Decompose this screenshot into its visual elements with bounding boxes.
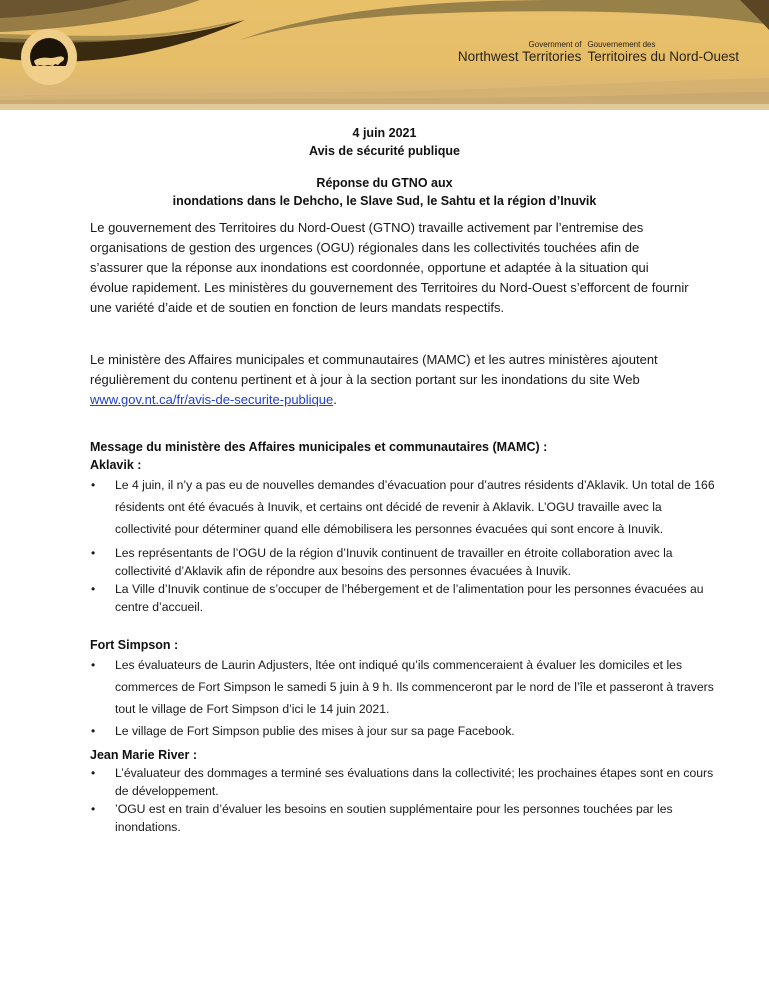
bullet-icon: • bbox=[91, 802, 96, 816]
intro-paragraph-1: Le gouvernement des Territoires du Nord-Ouest (GTNO) travaille activement par l’entremise des organisations de gestion des urgences (OGU) régionales dans les collectivités touchées afin de s’assurer que la réponse aux inondations est coordonnée, opportune et adaptée à la situation qui évolue rapidement. Les ministères du gouvernement des Territoires du Nord-Ouest s’efforcent de fournir une variété d’aide et de soutien en fonction de leurs mandats respectifs. bbox=[90, 220, 689, 315]
government-wordmark bbox=[458, 40, 739, 65]
list-item bbox=[90, 544, 720, 580]
subtitle-line-1: Réponse du GTNO aux bbox=[316, 176, 453, 190]
list-item bbox=[90, 474, 720, 540]
header-banner bbox=[0, 0, 769, 110]
list-item bbox=[90, 580, 720, 616]
subtitle-line-2: inondations dans le Dehcho, le Slave Sud, le Sahtu et la région d’Inuvik bbox=[172, 194, 597, 208]
bullet-text: Le village de Fort Simpson publie des mises à jour sur sa page Facebook. bbox=[115, 724, 515, 738]
bullet-text: Le 4 juin, il n’y a pas eu de nouvelles demandes d’évacuation pour d’autres résidents d’Aklavik. Un total de 166 résidents ont été évacués à Inuvik, et certains ont décidé de revenir à Aklavik. L’OGU travaille avec la collectivité pour déterminer quand elle démobilisera les personnes évacuées qui sont encore à Inuvik. bbox=[115, 478, 715, 536]
list-item bbox=[90, 654, 720, 720]
bullet-icon: • bbox=[91, 582, 96, 596]
aklavik-bullet-list bbox=[90, 474, 720, 616]
intro-paragraph-2-end: . bbox=[333, 392, 337, 407]
gov-fr-name: Territoires du Nord-Ouest bbox=[587, 49, 739, 64]
list-item bbox=[90, 800, 720, 836]
intro-paragraph-2 bbox=[90, 350, 690, 410]
bullet-text: ’OGU est en train d’évaluer les besoins en soutien supplémentaire pour les personnes touchées par les inondations. bbox=[115, 802, 673, 834]
list-item bbox=[90, 764, 720, 800]
intro-paragraph-2-text: Le ministère des Affaires municipales et communautaires (MAMC) et les autres ministères ajoutent régulièrement du contenu pertinent et à jour à la section portant sur les inondations du site Web bbox=[90, 352, 658, 387]
list-item bbox=[90, 720, 720, 742]
public-safety-link[interactable]: www.gov.nt.ca/fr/avis-de-securite-publique bbox=[90, 392, 334, 407]
notice-type: Avis de sécurité publique bbox=[309, 144, 460, 158]
bullet-icon: • bbox=[91, 724, 96, 738]
bullet-text: Les évaluateurs de Laurin Adjusters, ltée ont indiqué qu’ils commenceraient à évaluer les domiciles et les commerces de Fort Simpson le samedi 5 juin à 9 h. Ils commenceront par le nord de l’île et passeront à travers tout le village de Fort Simpson d’ici le 14 juin 2021. bbox=[115, 658, 714, 716]
release-date: 4 juin 2021 bbox=[352, 126, 417, 140]
jean-marie-river-bullet-list bbox=[90, 764, 720, 836]
gov-en-small: Government of bbox=[528, 40, 582, 49]
section-heading-fort-simpson: Fort Simpson : bbox=[90, 638, 179, 652]
gov-fr-small: Gouvernement des bbox=[587, 40, 656, 49]
section-heading-jean-marie-river: Jean Marie River : bbox=[90, 748, 197, 762]
bullet-text: Les représentants de l’OGU de la région d’Inuvik continuent de travailler en étroite collaboration avec la collectivité d’Aklavik afin de répondre aux besoins des personnes évacuées à Inuvik. bbox=[115, 546, 673, 578]
gov-en-name: Northwest Territories bbox=[457, 49, 582, 64]
message-heading: Message du ministère des Affaires municipales et communautaires (MAMC) : bbox=[90, 440, 548, 454]
bullet-icon: • bbox=[91, 546, 96, 560]
bullet-text: La Ville d’Inuvik continue de s’occuper de l’hébergement et de l’alimentation pour les personnes évacuées au centre d’accueil. bbox=[115, 582, 704, 614]
bullet-icon: • bbox=[91, 478, 96, 492]
section-heading-aklavik: Aklavik : bbox=[90, 458, 142, 472]
fort-simpson-bullet-list bbox=[90, 654, 720, 742]
polar-bear-logo-icon bbox=[20, 28, 78, 86]
bullet-icon: • bbox=[91, 766, 96, 780]
bullet-icon: • bbox=[91, 658, 96, 672]
bullet-text: L’évaluateur des dommages a terminé ses évaluations dans la collectivité; les prochaines étapes sont en cours de développement. bbox=[115, 766, 714, 798]
